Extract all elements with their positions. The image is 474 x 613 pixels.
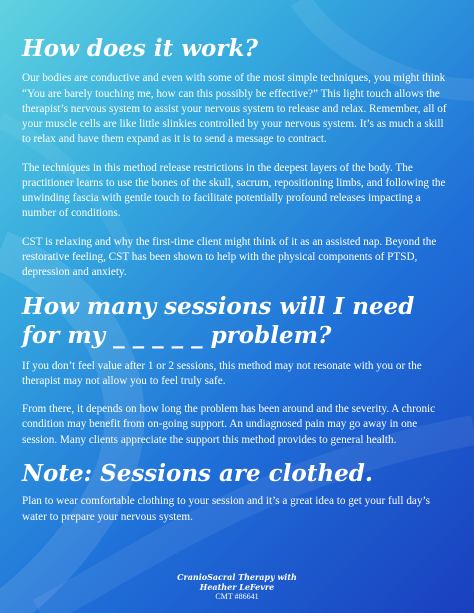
heading-note-clothed: Note: Sessions are clothed. (22, 459, 373, 487)
footer-line-name: Heather LeFevre (199, 581, 275, 592)
footer-line-cmt: CMT #86641 (215, 592, 259, 602)
paragraph: From there, it depends on how long the problem has been around and the severity. A chronic condition may benefit from on-going support. An undiagnosed pain may go away in one session. Many clients appreciate the support this method provides to general health. (22, 403, 436, 446)
paragraph: Plan to wear comfortable clothing to your session and it’s a great idea to get your full day’s water to prepare your nervous system. (22, 495, 430, 523)
paragraph: If you don’t feel value after 1 or 2 sessions, this method may not resonate with you or the therapist may not allow you to feel truly safe. (22, 359, 422, 387)
footer-line-therapy: CranioSacral Therapy with (177, 572, 297, 582)
heading-how-many-sessions: How many sessions will I need for my _ _ _ _ _ problem? (22, 293, 415, 349)
main-content (22, 36, 454, 538)
paragraph: The techniques in this method release restrictions in the deepest layers of the body. The practitioner learns to use the bones of the skull, sacrum, repositioning limbs, and following the unwinding fascia with gentle touch to facilitate potentially profound releases impacting a number of conditions. (22, 161, 446, 220)
paragraph: CST is relaxing and why the first-time client might think of it as an assisted nap. Beyond the restorative feeling, CST has been shown to help with the physical components of PTSD, depression and anxiety. (22, 235, 437, 279)
heading-how-does-it-work: How does it work? (22, 35, 258, 62)
footer-credit (0, 573, 474, 602)
paragraph: Our bodies are conductive and even with some of the most simple techniques, you might think “You are barely touching me, how can this possibly be effective?” This light touch allows the therapist’s nervous system to assist your nervous system to release and relax. Remember, all of your muscle cells are like little slinkies controlled by your nervous system. It’s as much a skill to relax and have them expand as it is to send a message to contract. (22, 72, 447, 146)
